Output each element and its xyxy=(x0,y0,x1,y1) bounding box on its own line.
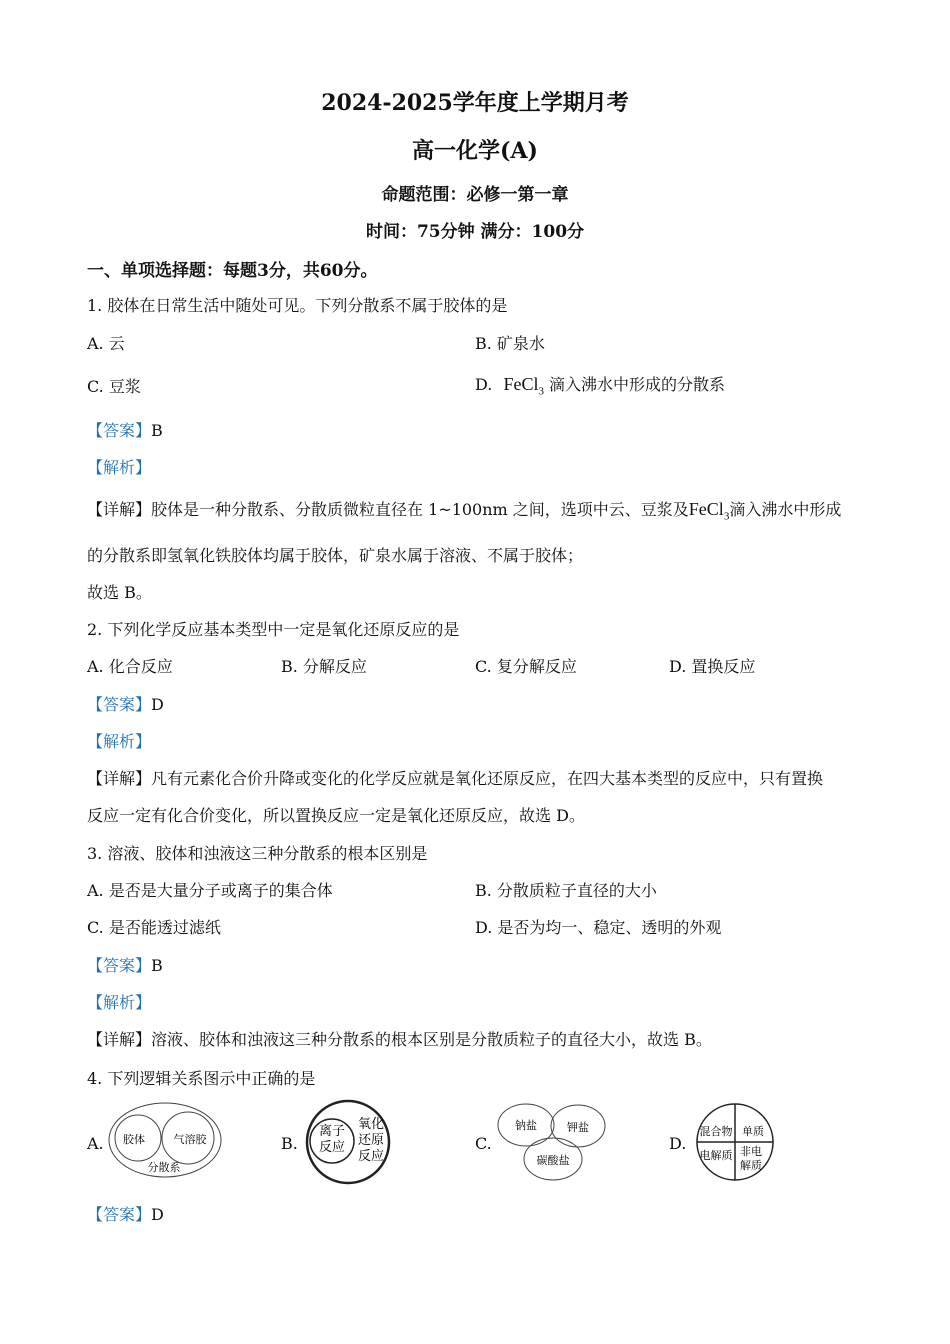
q4-option-b-label: B. xyxy=(281,1134,298,1153)
q1-option-d-text: 滴入沸水中形成的分散系 xyxy=(549,375,726,394)
diagram-b-right-line3: 反应 xyxy=(357,1149,385,1164)
q1-detail-line3: 故选 B。 xyxy=(87,583,152,602)
q1-answer: 【答案】B xyxy=(87,421,163,440)
q2-detail-line2: 反应一定有化合价变化，所以置换反应一定是氧化还原反应，故选 D。 xyxy=(87,806,585,825)
diagram-d-bottom-right-line1: 非电 xyxy=(740,1145,762,1158)
q1-option-c: C. 豆浆 xyxy=(87,377,141,396)
q2-option-a: A. 化合反应 xyxy=(87,657,173,676)
exam-title: 2024-2025学年度上学期月考 xyxy=(321,90,629,116)
q3-option-a: A. 是否是大量分子或离子的集合体 xyxy=(87,881,333,900)
q4-answer: 【答案】D xyxy=(87,1205,164,1224)
q4-diagram-a xyxy=(106,1100,226,1180)
q2-option-b: B. 分解反应 xyxy=(281,657,367,676)
diagram-d-bottom-left: 电解质 xyxy=(699,1149,733,1162)
exam-scope: 命题范围：必修一第一章 xyxy=(381,185,569,205)
q4-diagram-c xyxy=(496,1100,608,1182)
q4-diagram-d xyxy=(693,1102,777,1182)
q3-detail-line1: 【详解】溶液、胶体和浊液这三种分散系的根本区别是分散质粒子的直径大小，故选 B。 xyxy=(87,1030,712,1049)
diagram-b-left-line1: 离子 xyxy=(318,1124,346,1139)
exam-time: 时间：75分钟 满分：100分 xyxy=(365,222,585,242)
diagram-c-label-1: 钠盐 xyxy=(515,1119,537,1132)
q4-option-a-label: A. xyxy=(87,1134,104,1153)
q1-detail-line1: 【详解】胶体是一种分散系、分散质微粒直径在 1~100nm 之间，选项中云、豆浆及FeCl$_3$滴入沸水中形成 xyxy=(87,499,842,523)
diagram-d-top-right: 单质 xyxy=(742,1125,764,1138)
q4-option-d-label: D. xyxy=(669,1134,687,1153)
q2-option-c: C. 复分解反应 xyxy=(475,657,577,676)
diagram-a-label-1: 胶体 xyxy=(123,1133,145,1146)
diagram-b-right-line1: 氧化 xyxy=(357,1117,385,1132)
diagram-c-label-3: 碳酸盐 xyxy=(536,1154,570,1167)
q3-option-c: C. 是否能透过滤纸 xyxy=(87,918,221,937)
diagram-a-label-2: 气溶胶 xyxy=(173,1133,207,1146)
q3-option-b: B. 分散质粒子直径的大小 xyxy=(475,881,657,900)
q2-answer: 【答案】D xyxy=(87,695,164,714)
diagram-b-left-line2: 反应 xyxy=(318,1140,346,1155)
diagram-d-bottom-right-line2: 解质 xyxy=(740,1159,762,1172)
diagram-b-right-line2: 还原 xyxy=(357,1133,385,1148)
q3-analysis-label: 【解析】 xyxy=(87,993,152,1012)
q4-option-c-label: C. xyxy=(475,1134,492,1153)
diagram-c-label-2: 钾盐 xyxy=(567,1121,589,1134)
q2-analysis-label: 【解析】 xyxy=(87,732,152,751)
q1-option-d-letter: D. xyxy=(475,375,493,394)
exam-subject: 高一化学(A) xyxy=(412,138,538,164)
q3-answer: 【答案】B xyxy=(87,956,163,975)
q2-detail-line1: 【详解】凡有元素化合价升降或变化的化学反应就是氧化还原反应，在四大基本类型的反应中，只有置换 xyxy=(87,769,824,788)
q4-stem: 4. 下列逻辑关系图示中正确的是 xyxy=(87,1069,316,1088)
q1-option-d xyxy=(475,372,725,398)
diagram-d-top-left: 混合物 xyxy=(699,1125,733,1138)
section-heading: 一、单项选择题：每题3分，共60分。 xyxy=(87,261,378,281)
q1-option-a: A. 云 xyxy=(87,334,125,353)
q2-option-d: D. 置换反应 xyxy=(669,657,756,676)
q1-analysis-label: 【解析】 xyxy=(87,458,152,477)
q1-detail-line2: 的分散系即氢氧化铁胶体均属于胶体，矿泉水属于溶液、不属于胶体； xyxy=(87,546,584,565)
q1-option-b: B. 矿泉水 xyxy=(475,334,545,353)
q1-stem: 1. 胶体在日常生活中随处可见。下列分散系不属于胶体的是 xyxy=(87,296,508,315)
q2-stem: 2. 下列化学反应基本类型中一定是氧化还原反应的是 xyxy=(87,620,460,639)
q3-stem: 3. 溶液、胶体和浊液这三种分散系的根本区别是 xyxy=(87,844,428,863)
q4-diagram-b xyxy=(302,1098,394,1186)
q3-option-d: D. 是否为均一、稳定、透明的外观 xyxy=(475,918,722,937)
q1-option-d-formula: FeCl$_3$ xyxy=(503,374,544,398)
diagram-a-label-outer: 分散系 xyxy=(147,1161,181,1174)
